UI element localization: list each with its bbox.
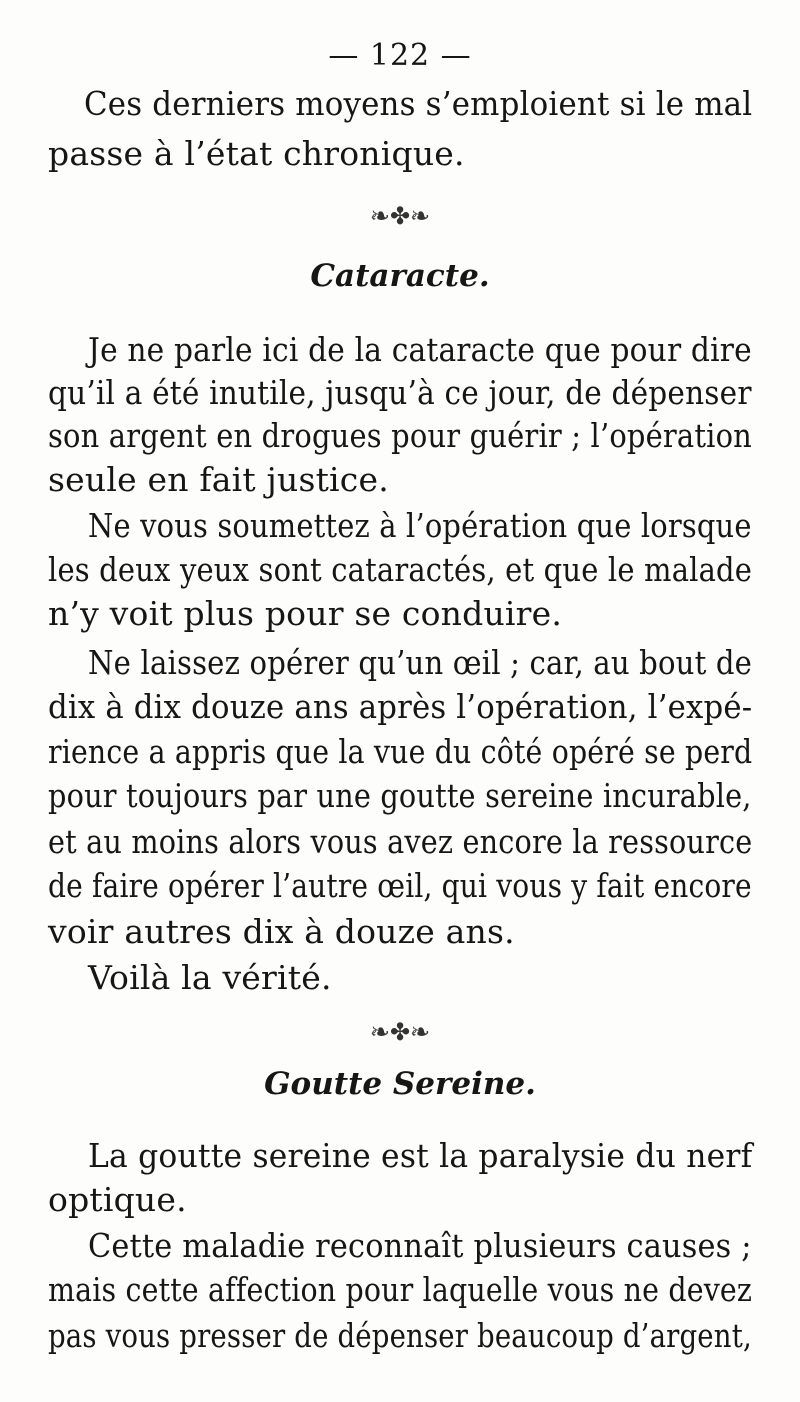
text-line: les deux yeux sont cataractés, et que le malade [48,550,753,589]
text-line: Ne laissez opérer qu’un œil ; car, au bout de [88,643,753,682]
text-line: et au moins alors vous avez encore la ressource [48,822,753,861]
text-line: Je ne parle ici de la cataracte que pour dire [88,330,752,369]
text-line: Cette maladie reconnaît plusieurs causes ; [88,1226,752,1265]
text-line: passe à l’état chronique. [48,134,465,173]
section-heading-cataracte: Cataracte. [310,258,490,294]
text-line: La goutte sereine est la paralysie du nerf [88,1136,753,1175]
text-line: dix à dix douze ans après l’opération, l’expé- [48,687,753,726]
text-line: n’y voit plus pour se conduire. [48,594,563,633]
text-line: pour toujours par une goutte sereine incurable, [48,776,752,815]
text-line: Ces derniers moyens s’emploient si le mal [84,84,753,123]
text-line: de faire opérer l’autre œil, qui vous y fait encore [48,866,752,905]
text-line: rience a appris que la vue du côté opéré se perd [48,732,753,771]
text-line: pas vous presser de dépenser beaucoup d’argent, [48,1316,752,1355]
ornament-divider: ❧✤❧ [369,202,431,230]
text-line: qu’il a été inutile, jusqu’à ce jour, de dépenser [48,373,752,412]
text-line: son argent en drogues pour guérir ; l’opération [48,416,752,455]
ornament-divider: ❧✤❧ [369,1018,431,1046]
text-line: Ne vous soumettez à l’opération que lorsque [88,506,752,545]
text-line: optique. [48,1180,187,1219]
text-line: seule en fait justice. [48,460,389,499]
text-line: Voilà la vérité. [88,958,332,997]
text-line: mais cette affection pour laquelle vous ne devez [48,1270,753,1309]
section-heading-goutte-sereine: Goutte Sereine. [264,1066,536,1102]
text-line: voir autres dix à douze ans. [48,912,515,951]
page-number: — 122 — [328,38,472,73]
